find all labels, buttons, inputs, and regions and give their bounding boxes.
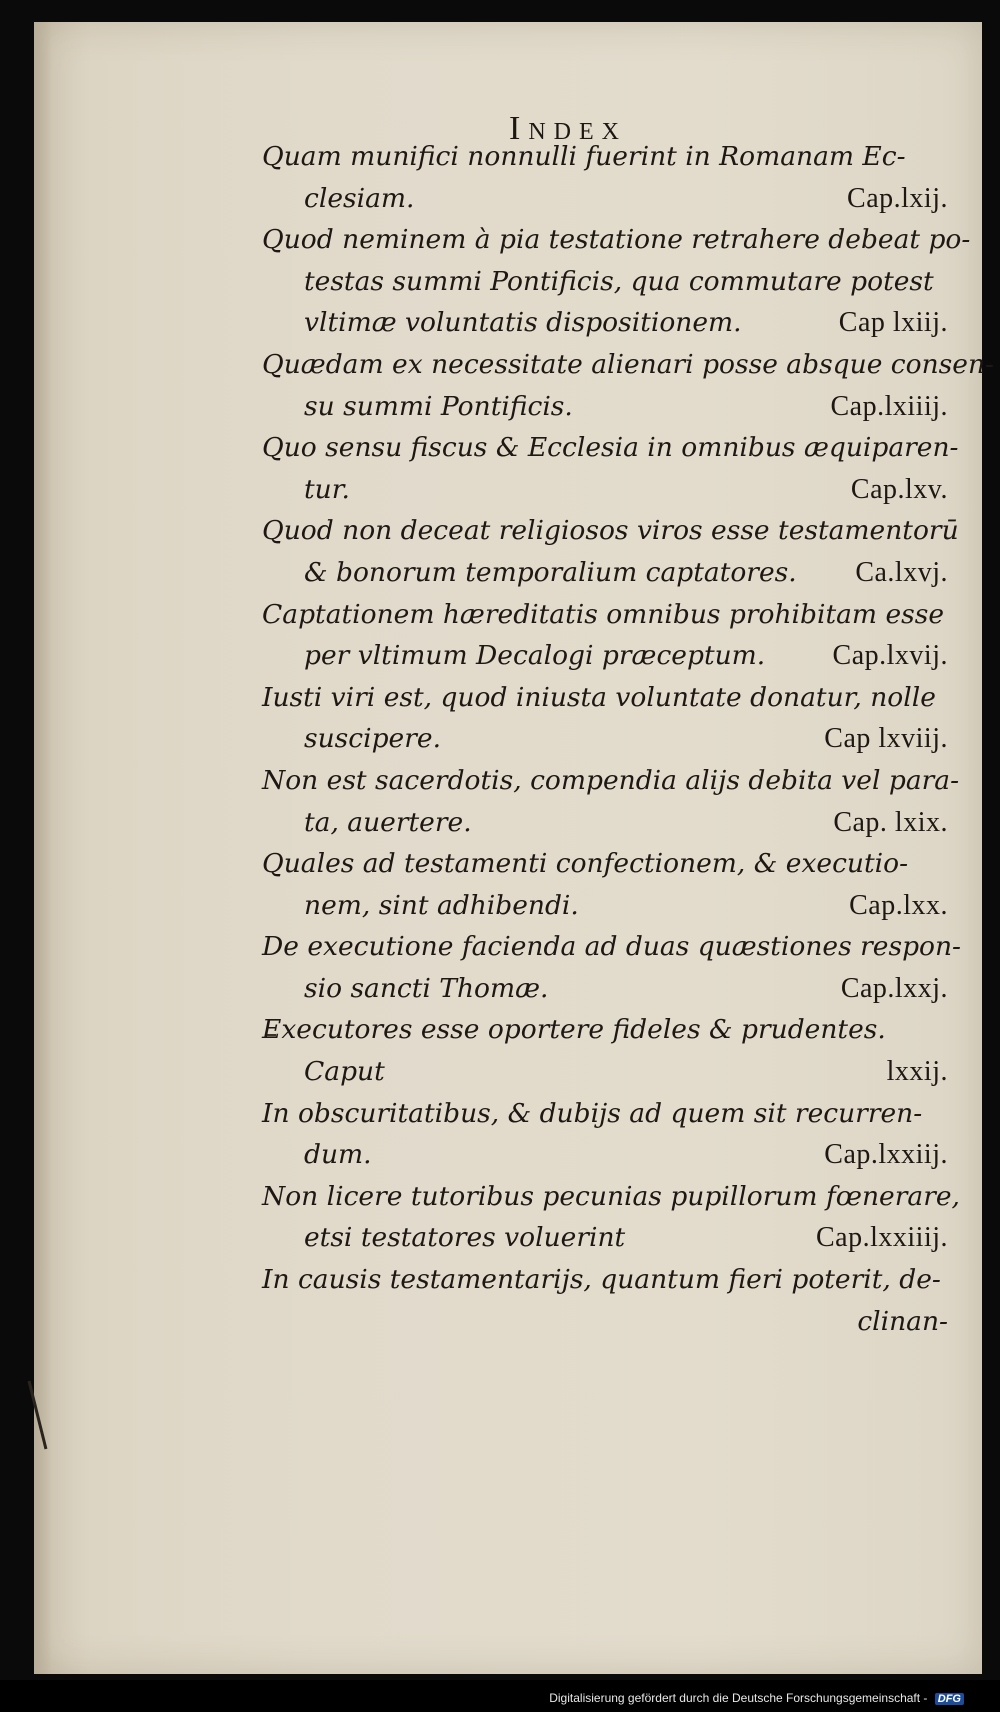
entry-text: clesiam. — [304, 182, 415, 214]
entry-text: Quod non deceat religiosos viros esse testamentorū — [262, 515, 959, 547]
entry-line-continued — [262, 1134, 952, 1176]
chapter-reference: Cap.lxxj. — [840, 972, 948, 1004]
chapter-reference: Ca.lxvj. — [855, 556, 948, 588]
chapter-reference: Cap lxiij. — [838, 307, 948, 339]
chapter-reference: Cap.lxvij. — [832, 640, 948, 672]
entry-line-continued — [262, 802, 952, 844]
entry-line-continued — [262, 178, 952, 220]
entry-text: suscipere. — [304, 723, 442, 755]
chapter-reference: lxxij. — [886, 1056, 948, 1088]
entry-text: sio sancti Thomæ. — [304, 972, 549, 1004]
entry-text: In causis testamentarijs, quantum fieri poterit, de- — [262, 1264, 941, 1296]
entry-text: Caput — [304, 1056, 385, 1088]
entry-text: & bonorum temporalium captatores. — [304, 556, 797, 588]
index-entry — [262, 677, 952, 760]
entry-text: Executores esse oportere fideles & prudentes. — [262, 1014, 886, 1046]
entry-line-first — [262, 510, 959, 552]
entry-line-continued — [262, 1051, 952, 1093]
page-header: Index — [509, 110, 627, 147]
entry-line-continued — [262, 552, 952, 594]
funding-notice — [549, 1691, 964, 1705]
chapter-reference: Cap. lxix. — [833, 806, 948, 838]
entry-text: Non licere tutoribus pecunias pupillorum fœnerare, — [262, 1180, 960, 1212]
entry-text: su summi Pontificis. — [304, 390, 573, 422]
entry-line-first — [262, 926, 962, 968]
entry-text: Non est sacerdotis, compendia alijs debita vel para- — [262, 764, 960, 796]
entry-line-first — [262, 1009, 952, 1051]
index-entry — [262, 510, 959, 593]
funding-text: Digitalisierung gefördert durch die Deutsche Forschungsgemeinschaft - — [549, 1691, 928, 1705]
chapter-reference: Cap.lxv. — [850, 473, 948, 505]
entry-line-first — [262, 677, 952, 719]
dfg-logo: DFG — [935, 1693, 964, 1705]
entry-line-first — [262, 1093, 952, 1135]
entry-line-first — [262, 344, 994, 386]
entry-line-first — [262, 760, 960, 802]
entry-text: Quo sensu fiscus & Ecclesia in omnibus æquiparen- — [262, 432, 959, 464]
entry-line-first — [262, 427, 959, 469]
entry-text: De executione facienda ad duas quæstiones respon- — [262, 931, 962, 963]
entry-text: nem, sint adhibendi. — [304, 889, 579, 921]
entry-line-first — [262, 843, 952, 885]
entry-text: vltimæ voluntatis dispositionem. — [304, 307, 742, 339]
chapter-reference: Cap.lxxiij. — [824, 1139, 948, 1171]
index-entry — [262, 926, 962, 1009]
index-entry — [262, 344, 994, 427]
entry-line-first — [262, 1259, 952, 1301]
catchword: clinan- — [857, 1305, 948, 1337]
index-entry — [262, 1009, 952, 1092]
entry-text: Quod neminem à pia testatione retrahere debeat po- — [262, 224, 971, 256]
index-entry — [262, 219, 971, 344]
entry-line-first — [262, 219, 971, 261]
footer-bar — [0, 1680, 1000, 1712]
index-entry — [262, 594, 952, 677]
chapter-reference: Cap lxviij. — [824, 723, 948, 755]
entry-text: per vltimum Decalogi præceptum. — [304, 640, 766, 672]
entry-text: Quædam ex necessitate alienari posse absque consen- — [262, 348, 994, 380]
entry-line-first — [262, 1176, 960, 1218]
entry-text: Quam munifici nonnulli fuerint in Romanam Ec- — [262, 141, 906, 172]
chapter-reference: Cap.lxx. — [849, 889, 948, 921]
entry-line-continued — [262, 1217, 952, 1259]
entry-line-continued — [262, 968, 952, 1010]
entry-text: testas summi Pontificis, qua commutare potest — [304, 265, 934, 297]
index-entry — [262, 1259, 952, 1301]
entry-text: ta, auertere. — [304, 806, 472, 838]
entry-text: Iusti viri est, quod iniusta voluntate donatur, nolle — [262, 681, 936, 713]
entry-text: In obscuritatibus, & dubijs ad quem sit recurren- — [262, 1097, 923, 1129]
entry-line-continued — [262, 469, 952, 511]
entry-line-continued — [262, 718, 952, 760]
chapter-reference: Cap.lxxiiij. — [816, 1222, 948, 1254]
index-entry — [262, 760, 960, 843]
entry-text: etsi testatores voluerint — [304, 1222, 626, 1254]
entry-line-first — [262, 594, 952, 636]
entry-line-continued — [262, 635, 952, 677]
index-entry — [262, 427, 959, 510]
index-entry — [262, 1176, 960, 1259]
entry-text: dum. — [304, 1139, 372, 1171]
entry-line-continued — [262, 302, 952, 344]
chapter-reference: Cap.lxij. — [847, 182, 948, 214]
index-entries — [262, 136, 994, 1342]
entry-text: Captationem hæreditatis omnibus prohibitam esse — [262, 598, 945, 630]
chapter-reference: Cap.lxiiij. — [830, 390, 948, 422]
index-entry — [262, 136, 952, 219]
entry-text: tur. — [304, 473, 350, 505]
entry-text: Quales ad testamenti confectionem, & executio- — [262, 848, 909, 880]
entry-line-first — [262, 136, 952, 178]
index-entry — [262, 843, 952, 926]
entry-line-continued — [262, 386, 952, 428]
entry-line-continued — [262, 885, 952, 927]
index-entry — [262, 1093, 952, 1176]
entry-line-continued — [262, 261, 952, 303]
